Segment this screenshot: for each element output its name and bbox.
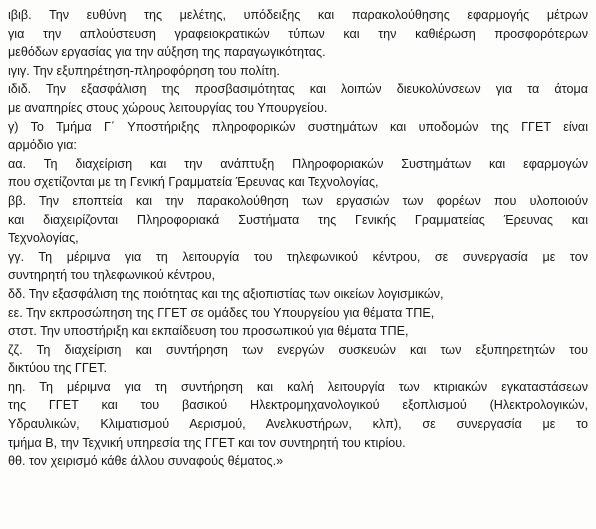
text-line: ιγιγ. Την εξυπηρέτηση-πληροφόρηση του πολίτη.	[8, 63, 280, 78]
text-line: μεθόδων εργασίας για την αύξηση της παραγωγικότητας.	[8, 45, 326, 60]
text-line: δικτύου της ΓΓΕΤ.	[8, 361, 107, 376]
text-line: συντηρητή του τηλεφωνικού κέντρου,	[8, 268, 216, 283]
text-line: γ) Το Τμήμα Γ΄ Υποστήριξης πληροφορικών συστημάτων και υποδομών της ΓΓΕΤ είναι	[8, 119, 588, 134]
text-line: θθ. τον χειρισμό κάθε άλλου συναφούς θέματος.»	[8, 454, 284, 469]
text-line: ιδιδ. Την εξασφάλιση της προσβασιμότητας και λοιπών διευκολύνσεων για τα άτομα	[8, 82, 588, 97]
text-line: τμήμα Β, την Τεχνική υπηρεσία της ΓΓΕΤ και τον συντηρητή του κτιρίου.	[8, 435, 406, 450]
text-line: ηη. Τη μέριμνα για τη συντήρηση και καλή λειτουργία των κτιριακών εγκαταστάσεων	[8, 379, 588, 394]
text-line: γγ. Τη μέριμνα για τη λειτουργία του τηλεφωνικού κέντρου, σε συνεργασία με τον	[8, 249, 588, 264]
text-line: με αναπηρίες στους χώρους λειτουργίας του Υπουργείου.	[8, 100, 328, 115]
text-line: εε. Την εκπροσώπηση της ΓΓΕΤ σε ομάδες του Υπουργείου για θέματα ΤΠΕ,	[8, 305, 435, 320]
text-line: της ΓΓΕΤ και του βασικού Ηλεκτρομηχανολογικού εξοπλισμού (Ηλεκτρολογικών,	[8, 398, 588, 413]
text-line: ιβιβ. Την ευθύνη της μελέτης, υπόδειξης και παρακολούθησης εφαρμογής μέτρων	[8, 8, 588, 22]
text-line: δδ. Την εξασφάλιση της ποιότητας και της αξιοπιστίας των οικείων λογισμικών,	[8, 286, 444, 301]
text-line: για την απλούστευση γραφειοκρατικών τύπων και την καθιέρωση προσφορότερων	[8, 26, 588, 41]
text-line: Υδραυλικών, Κλιματισμού Αερισμού, Ανελκυστήρων, κλπ), σε συνεργασία με το	[8, 417, 588, 432]
text-line: Τεχνολογίας,	[8, 231, 79, 246]
text-line: αα. Τη διαχείριση και την ανάπτυξη Πληροφοριακών Συστημάτων και εφαρμογών	[8, 156, 588, 171]
text-line: ββ. Την εποπτεία και την παρακολούθηση των εργασιών των φορέων που υλοποιούν	[8, 193, 588, 208]
text-line: που σχετίζονται με τη Γενική Γραμματεία Έρευνας και Τεχνολογίας,	[8, 175, 379, 190]
text-line: στστ. Την υποστήριξη και εκπαίδευση του προσωπικού για θέματα ΤΠΕ,	[8, 324, 409, 339]
document-body	[8, 6, 588, 471]
text-line: αρμόδιο για:	[8, 138, 77, 153]
text-line: ζζ. Τη διαχείριση και συντήρηση των ενεργών συσκευών και των εξυπηρετητών του	[8, 342, 588, 357]
text-line: και διαχειρίζονται Πληροφοριακά Συστήματα της Γενικής Γραμματείας Έρευνας και	[8, 212, 588, 227]
